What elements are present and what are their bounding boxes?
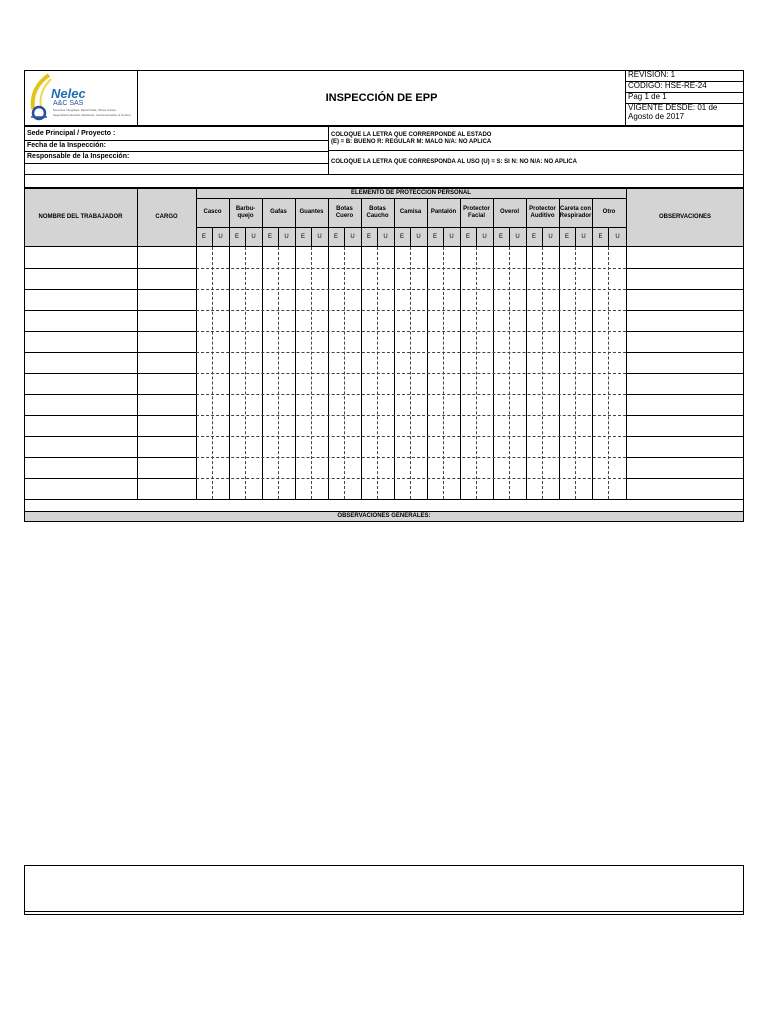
sub-e: E [531, 233, 536, 240]
uso-instruction: COLOQUE LA LETRA QUE CORRESPONDA AL USO (U) = S: SI N: NO N/A: NO APLICA [331, 159, 577, 165]
epp-header: Otro [602, 209, 616, 215]
epp-header: Botas Cuero [335, 205, 354, 219]
logo-tagline-1: Servicios Integrales: Electricidad, Obras Civiles [53, 108, 116, 112]
epp-header: Camisa [399, 209, 422, 215]
epp-header: Careta con Respirador [559, 205, 592, 219]
col-header-nombre: NOMBRE DEL TRABAJADOR [38, 214, 123, 220]
responsable-label: Responsable de la Inspección: [27, 153, 130, 160]
sub-u: U [615, 233, 620, 240]
logo-company: A&C SAS [53, 100, 84, 107]
epp-header: Botas Caucho [366, 205, 389, 219]
sub-e: E [333, 233, 338, 240]
sub-e: E [598, 233, 603, 240]
group-header-epp: ELEMENTO DE PROTECCION PERSONAL [351, 189, 471, 196]
logo-tagline-2: Seguridad Industrial, Mecánica, Instrumentación & Control [53, 113, 131, 117]
sub-u: U [284, 233, 289, 240]
vigente-desde: VIGENTE DESDE: 01 de Agosto de 2017 [628, 103, 718, 121]
sub-e: E [465, 233, 470, 240]
epp-header: Barbu-quejo [235, 205, 256, 219]
sub-e: E [366, 233, 371, 240]
sub-u: U [416, 233, 421, 240]
logo-brand: Nelec [51, 86, 86, 101]
sub-u: U [581, 233, 586, 240]
sub-u: U [482, 233, 487, 240]
sub-e: E [201, 233, 206, 240]
sub-u: U [317, 233, 322, 240]
estado-instruction: COLOQUE LA LETRA QUE CORRERPONDE AL ESTADO [331, 132, 492, 138]
fecha-label: Fecha de la Inspección: [27, 142, 106, 149]
epp-header: Pantalón [430, 209, 457, 215]
bottom-notes-box [24, 865, 744, 915]
sede-label: Sede Principal / Proyecto : [27, 130, 116, 137]
epp-header: Guantes [299, 209, 324, 215]
sub-u: U [548, 233, 553, 240]
col-header-cargo: CARGO [155, 214, 178, 220]
pagina: Pag 1 de 1 [628, 92, 667, 101]
epp-header: Casco [203, 209, 222, 215]
estado-legend: (E) = B: BUENO R: REGULAR M: MALO N/A: NO APLICA [331, 139, 492, 145]
observaciones-generales-bar: OBSERVACIONES GENERALES: [24, 511, 744, 522]
table-body [24, 247, 744, 511]
sub-u: U [251, 233, 256, 240]
sub-e: E [300, 233, 305, 240]
sub-u: U [449, 233, 454, 240]
codigo: CODIGO: HSE-RE-24 [628, 81, 707, 90]
sub-e: E [498, 233, 503, 240]
sub-e: E [234, 233, 239, 240]
sub-u: U [515, 233, 520, 240]
form-title: INSPECCIÓN DE EPP [325, 92, 438, 104]
epp-header: Gafas [270, 209, 287, 215]
epp-header: Protector Facial [463, 205, 490, 219]
sub-u: U [383, 233, 388, 240]
epp-header: Overol [499, 209, 519, 215]
sub-e: E [399, 233, 404, 240]
sub-e: E [432, 233, 437, 240]
revision: REVISION: 1 [628, 70, 676, 79]
col-header-observaciones: OBSERVACIONES [658, 214, 712, 220]
sub-e: E [564, 233, 569, 240]
sub-u: U [350, 233, 355, 240]
sub-u: U [218, 233, 223, 240]
epp-header: Protector Auditivo [529, 205, 556, 219]
sub-e: E [267, 233, 272, 240]
company-logo [25, 71, 137, 125]
eu-subheaders [196, 227, 626, 247]
